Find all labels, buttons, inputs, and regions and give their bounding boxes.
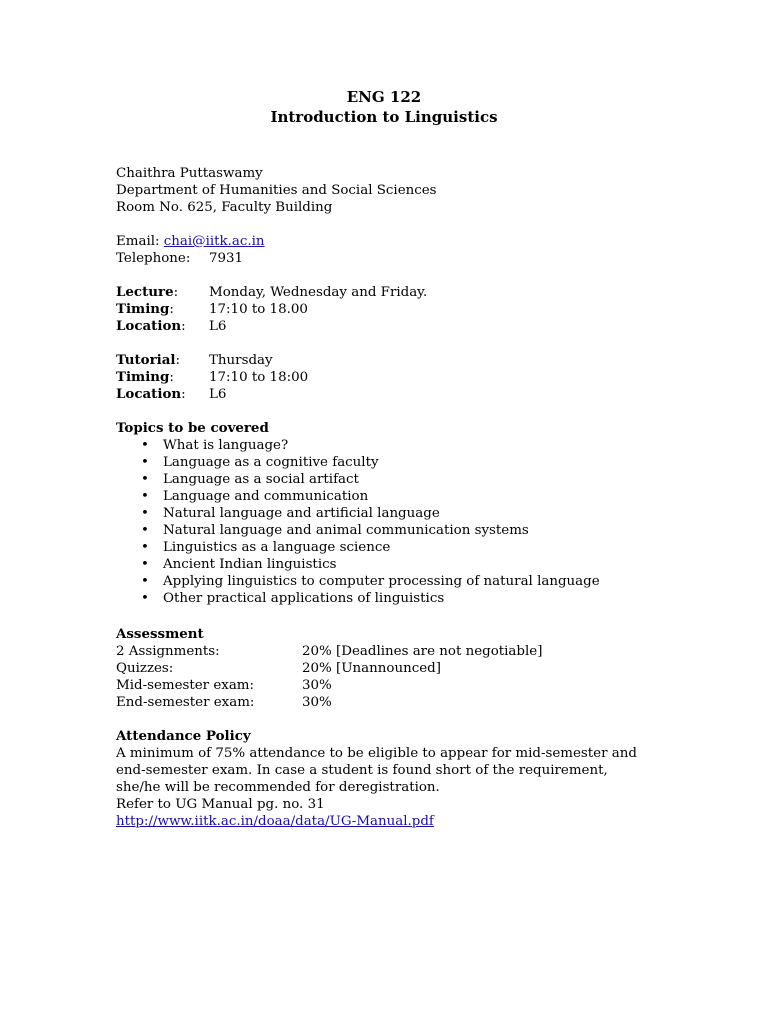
topic-text: Natural language and animal communication systems	[163, 523, 529, 538]
ug-manual-link[interactable]: http://www.iitk.ac.in/doaa/data/UG-Manual.pdf	[116, 814, 434, 829]
bullet-icon: •	[141, 540, 149, 555]
bullet-icon: •	[141, 557, 149, 572]
email-row	[116, 233, 676, 250]
tutorial-row: Tutorial: Thursday	[116, 352, 273, 368]
lecture-days: Monday, Wednesday and Friday.	[209, 285, 428, 300]
bullet-icon: •	[141, 574, 149, 589]
bullet-icon: •	[141, 523, 149, 538]
assessment-label: End-semester exam:	[116, 695, 255, 710]
assessment-value: 30%	[302, 695, 332, 710]
course-code: ENG 122	[346, 88, 422, 106]
assessment-row	[116, 643, 676, 660]
attendance-section	[116, 728, 676, 830]
instructor-info	[116, 165, 676, 216]
attendance-text: A minimum of 75% attendance to be eligible to appear for mid-semester and end-semester exam. In case a student is found short of the requirement, she/he will be recommended for deregistration.	[116, 746, 637, 795]
contact-info	[116, 233, 676, 267]
assessment-label: 2 Assignments:	[116, 644, 220, 659]
topic-text: Natural language and artificial language	[163, 506, 440, 521]
attendance-heading: Attendance Policy	[116, 728, 251, 744]
instructor-room: Room No. 625, Faculty Building	[116, 200, 333, 215]
course-header	[0, 87, 768, 127]
topic-text: Linguistics as a language science	[163, 540, 391, 555]
course-title: Introduction to Linguistics	[270, 108, 498, 126]
lecture-timing-label: Timing	[116, 301, 170, 317]
telephone-label: Telephone:	[116, 251, 191, 266]
topic-text: Other practical applications of linguistics	[163, 591, 445, 606]
assessment-label: Mid-semester exam:	[116, 678, 255, 693]
lecture-label: Lecture	[116, 284, 174, 300]
assessment-label: Quizzes:	[116, 661, 174, 676]
tutorial-location-label: Location	[116, 386, 182, 402]
lecture-location-label: Location	[116, 318, 182, 334]
tutorial-day: Thursday	[209, 353, 273, 368]
bullet-icon: •	[141, 472, 149, 487]
lecture-location-row: Location: L6	[116, 318, 227, 334]
topics-list	[116, 437, 676, 607]
topic-text: Language as a social artifact	[163, 472, 359, 487]
tutorial-timing-row: Timing: 17:10 to 18:00	[116, 369, 309, 385]
tutorial-schedule	[116, 352, 676, 403]
assessment-row	[116, 660, 676, 677]
list-item	[116, 590, 676, 607]
instructor-department: Department of Humanities and Social Sciences	[116, 183, 437, 198]
tutorial-location-row: Location: L6	[116, 386, 227, 402]
topics-heading: Topics to be covered	[116, 420, 269, 436]
assessment-row	[116, 677, 676, 694]
ug-manual-reference: Refer to UG Manual pg. no. 31	[116, 797, 325, 812]
list-item	[116, 539, 676, 556]
lecture-row: Lecture: Monday, Wednesday and Friday.	[116, 284, 428, 300]
list-item	[116, 505, 676, 522]
tutorial-location: L6	[209, 387, 227, 402]
topic-text: Language as a cognitive faculty	[163, 455, 379, 470]
instructor-name: Chaithra Puttaswamy	[116, 166, 263, 181]
list-item	[116, 437, 676, 454]
assessment-value: 30%	[302, 678, 332, 693]
topic-text: Ancient Indian linguistics	[163, 557, 337, 572]
list-item	[116, 556, 676, 573]
telephone-value: 7931	[209, 251, 244, 266]
topics-section	[116, 420, 676, 607]
telephone-row	[116, 250, 676, 267]
list-item	[116, 522, 676, 539]
list-item	[116, 573, 676, 590]
lecture-timing-row: Timing: 17:10 to 18.00	[116, 301, 308, 317]
topic-text: Language and communication	[163, 489, 369, 504]
assessment-heading: Assessment	[116, 626, 204, 642]
bullet-icon: •	[141, 506, 149, 521]
lecture-timing: 17:10 to 18.00	[209, 302, 308, 317]
list-item	[116, 454, 676, 471]
lecture-location: L6	[209, 319, 227, 334]
bullet-icon: •	[141, 455, 149, 470]
bullet-icon: •	[141, 489, 149, 504]
topic-text: Applying linguistics to computer processing of natural language	[163, 574, 600, 589]
assessment-section	[116, 626, 676, 711]
email-label: Email:	[116, 234, 164, 249]
list-item	[116, 471, 676, 488]
email-link[interactable]: chai@iitk.ac.in	[163, 234, 265, 249]
topic-text: What is language?	[163, 438, 289, 453]
lecture-schedule	[116, 284, 676, 335]
bullet-icon: •	[141, 438, 149, 453]
assessment-value: 20% [Deadlines are not negotiable]	[302, 644, 543, 659]
tutorial-label: Tutorial	[116, 352, 176, 368]
tutorial-timing-label: Timing	[116, 369, 170, 385]
tutorial-timing: 17:10 to 18:00	[209, 370, 309, 385]
bullet-icon: •	[141, 591, 149, 606]
list-item	[116, 488, 676, 505]
assessment-row	[116, 694, 676, 711]
assessment-value: 20% [Unannounced]	[302, 661, 441, 676]
